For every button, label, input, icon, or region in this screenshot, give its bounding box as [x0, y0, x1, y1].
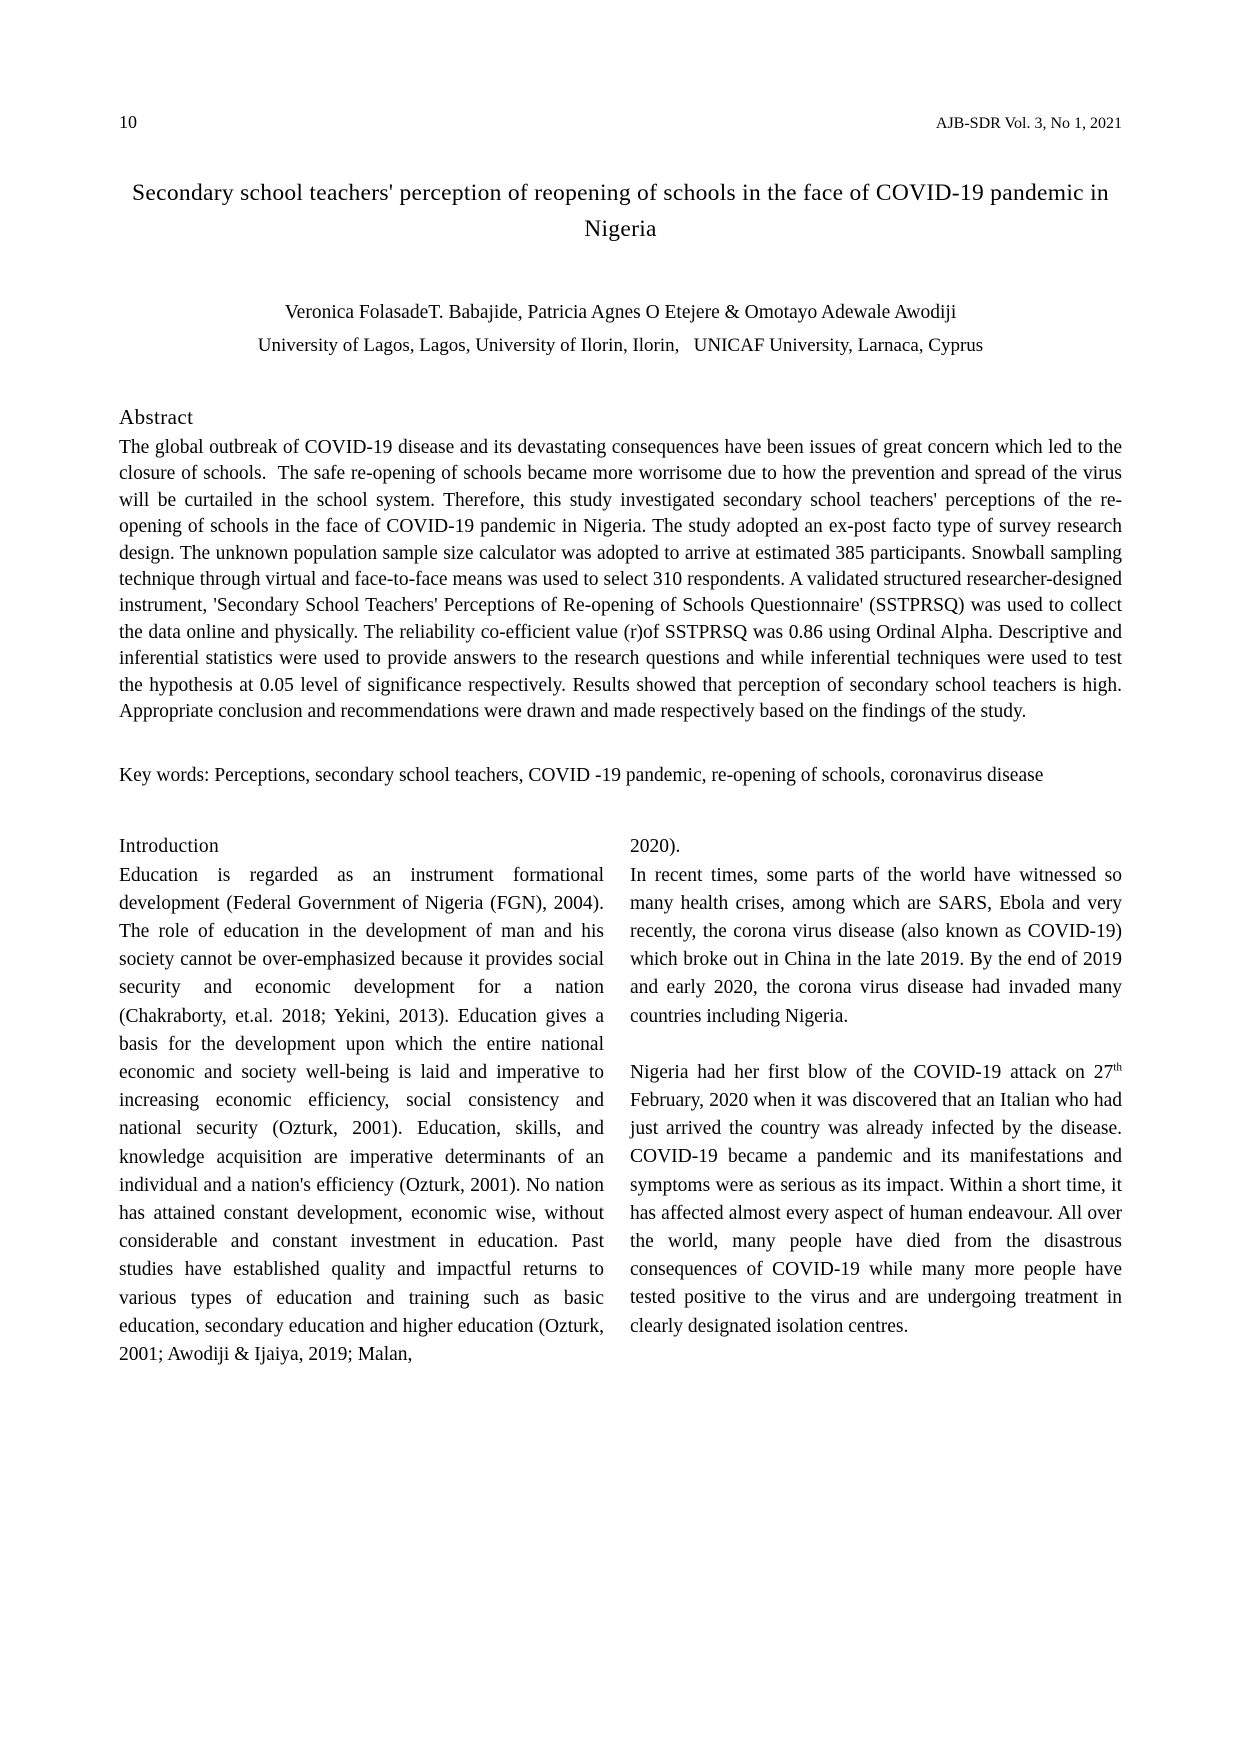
left-column	[119, 833, 604, 1369]
introduction-paragraph-continuation: 2020).	[630, 836, 681, 858]
paragraph-text-before-superscript: Nigeria had her first blow of the COVID-19 attack on 27	[630, 1061, 1114, 1083]
keywords-line: Key words: Perceptions, secondary school teachers, COVID -19 pandemic, re-opening of schools, coronavirus disease	[119, 765, 1044, 787]
paragraph-text-after-superscript: February, 2020 when it was discovered that an Italian who had just arrived the country was already infected by the disease. COVID-19 became a pandemic and its manifestations and symptoms were as serious as its impact. Within a short time, it has affected almost every aspect of human endeavour. All over the world, many people have died from the disastrous consequences of COVID-19 while many more people have tested positive to the virus and are undergoing treatment in clearly designated isolation centres.	[630, 1089, 1122, 1337]
ordinal-superscript: th	[1113, 1061, 1122, 1074]
page-header	[119, 112, 1122, 133]
introduction-paragraph-recent-times: In recent times, some parts of the world have witnessed so many health crises, among which are SARS, Ebola and very recently, the corona virus disease (also known as COVID-19) which broke out in China in the late 2019. By the end of 2019 and early 2020, the corona virus disease had invaded many countries including Nigeria.	[630, 864, 1122, 1027]
introduction-heading: Introduction	[119, 836, 219, 858]
two-column-section	[119, 833, 1122, 1369]
introduction-paragraph-left: Education is regarded as an instrument formational development (Federal Government of Nigeria (FGN), 2004). The role of education in the development of man and his society cannot be over-emphasized because it provides social security and economic development for a nation (Chakraborty, et.al. 2018; Yekini, 2013). Education gives a basis for the development upon which the entire national economic and society well-being is laid and imperative to increasing economic efficiency, social consistency and national security (Ozturk, 2001). Education, skills, and knowledge acquisition are imperative determinants of an individual and a nation's efficiency (Ozturk, 2001). No nation has attained constant development, economic wise, without considerable and constant investment in education. Past studies have established quality and impactful returns to various types of education and training such as basic education, secondary education and higher education (Ozturk, 2001; Awodiji & Ijaiya, 2019; Malan,	[119, 864, 604, 1365]
paper-title: Secondary school teachers' perception of reopening of schools in the face of COVID-19 pandemic in Nigeria	[132, 180, 1109, 243]
authors-line: Veronica FolasadeT. Babajide, Patricia Agnes O Etejere & Omotayo Adewale Awodiji	[284, 301, 957, 323]
page-number: 10	[119, 112, 137, 132]
introduction-paragraph-nigeria-first-blow	[630, 1059, 1122, 1341]
abstract-text: The global outbreak of COVID-19 disease and its devastating consequences have been issues of great concern which led to the closure of schools. The safe re-opening of schools became more worrisome due to how the prevention and spread of the virus will be curtailed in the school system. Therefore, this study investigated secondary school teachers' perceptions of the re-opening of schools in the face of COVID-19 pandemic in Nigeria. The study adopted an ex-post facto type of survey research design. The unknown population sample size calculator was adopted to arrive at estimated 385 participants. Snowball sampling technique through virtual and face-to-face means was used to select 310 respondents. A validated structured researcher-designed instrument, 'Secondary School Teachers' Perceptions of Re-opening of Schools Questionnaire' (SSTPRSQ) was used to collect the data online and physically. The reliability co-efficient value (r)of SSTPRSQ was 0.86 using Ordinal Alpha. Descriptive and inferential statistics were used to provide answers to the research questions and while inferential techniques were used to test the hypothesis at 0.05 level of significance respectively. Results showed that perception of secondary school teachers is high. Appropriate conclusion and recommendations were drawn and made respectively based on the findings of the study.	[119, 436, 1122, 722]
affiliations-line: University of Lagos, Lagos, University of Ilorin, Ilorin, UNICAF University, Larnaca, Cyprus	[257, 335, 984, 357]
abstract-heading: Abstract	[119, 404, 194, 429]
journal-reference: AJB-SDR Vol. 3, No 1, 2021	[935, 115, 1122, 132]
right-column	[630, 833, 1122, 1369]
